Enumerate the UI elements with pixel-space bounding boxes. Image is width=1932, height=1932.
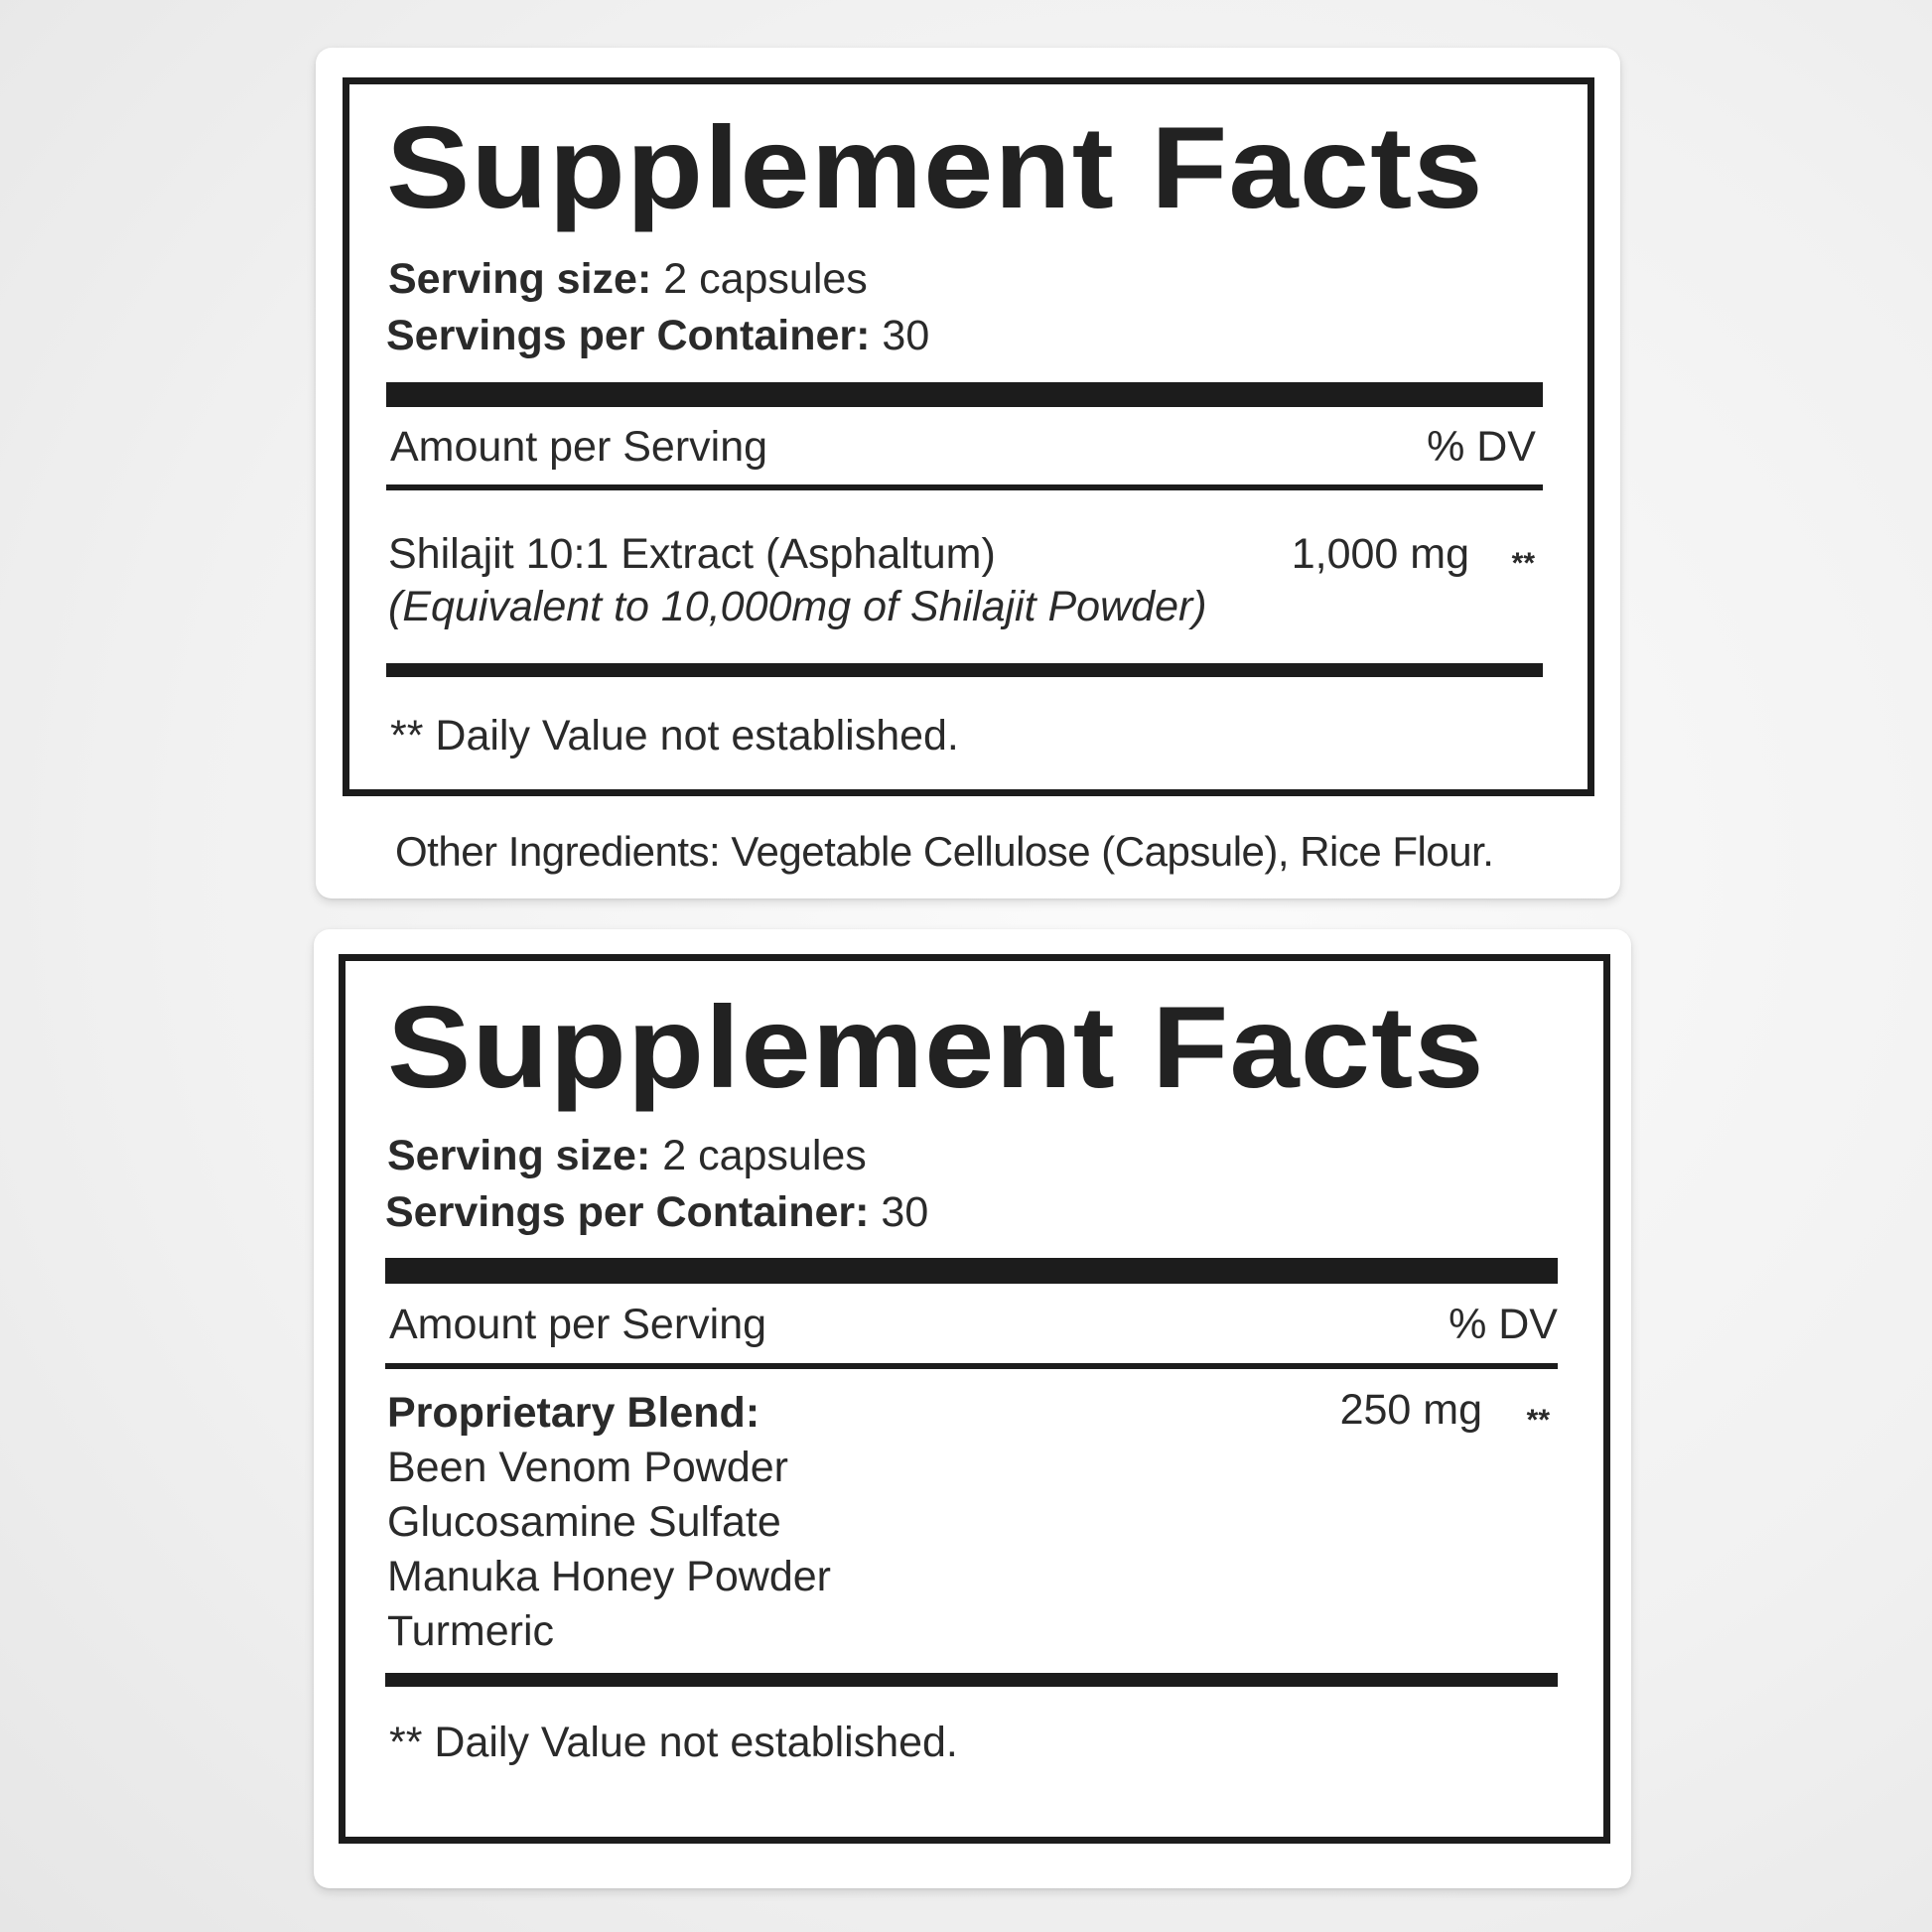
serving-size <box>388 255 868 303</box>
supplement-label-blend <box>314 929 1631 1888</box>
servings-per-container-label: Servings per Container: <box>386 312 871 359</box>
serving-size-label: Serving size: <box>388 255 652 303</box>
ingredient-amount: 1,000 mg <box>1291 530 1469 578</box>
blend-item: Turmeric <box>387 1607 555 1655</box>
ingredient-name: Shilajit 10:1 Extract (Asphaltum) <box>388 530 996 578</box>
servings-per-container <box>386 312 930 359</box>
blend-item: Manuka Honey Powder <box>387 1553 831 1600</box>
other-ingredients: Other Ingredients: Vegetable Cellulose (Capsule), Rice Flour. <box>395 828 1494 875</box>
blend-item: Been Venom Powder <box>387 1444 788 1491</box>
blend-item: Glucosamine Sulfate <box>387 1498 781 1546</box>
servings-per-container-label: Servings per Container: <box>385 1188 870 1236</box>
serving-size-label: Serving size: <box>387 1132 651 1179</box>
amount-per-serving-header: Amount per Serving <box>389 1301 767 1348</box>
label-title: Supplement Facts <box>387 982 1485 1112</box>
thin-divider <box>386 484 1543 490</box>
proprietary-blend <box>387 1386 831 1659</box>
ingredient-equivalence-note: (Equivalent to 10,000mg of Shilajit Powder) <box>388 583 1207 630</box>
label-title: Supplement Facts <box>386 102 1484 232</box>
blend-dv: ** <box>1526 1404 1550 1437</box>
thick-divider <box>386 382 1543 407</box>
supplement-label-shilajit <box>316 48 1620 898</box>
daily-value-footnote: ** Daily Value not established. <box>390 712 959 759</box>
thick-divider <box>385 1258 1558 1284</box>
dv-header: % DV <box>1427 423 1536 471</box>
serving-size-value: 2 capsules <box>663 255 868 303</box>
thick-divider-bottom <box>386 663 1543 677</box>
thick-divider-bottom <box>385 1673 1558 1687</box>
dv-header: % DV <box>1449 1301 1558 1348</box>
serving-size <box>387 1132 867 1179</box>
servings-per-container <box>385 1188 929 1236</box>
serving-size-value: 2 capsules <box>662 1132 867 1179</box>
amount-per-serving-header: Amount per Serving <box>390 423 768 471</box>
thin-divider <box>385 1363 1558 1369</box>
servings-per-container-value: 30 <box>882 312 930 359</box>
daily-value-footnote: ** Daily Value not established. <box>389 1719 958 1766</box>
ingredient-dv: ** <box>1511 547 1535 580</box>
servings-per-container-value: 30 <box>881 1188 929 1236</box>
blend-name: Proprietary Blend: <box>387 1389 760 1437</box>
blend-amount: 250 mg <box>1339 1386 1482 1434</box>
